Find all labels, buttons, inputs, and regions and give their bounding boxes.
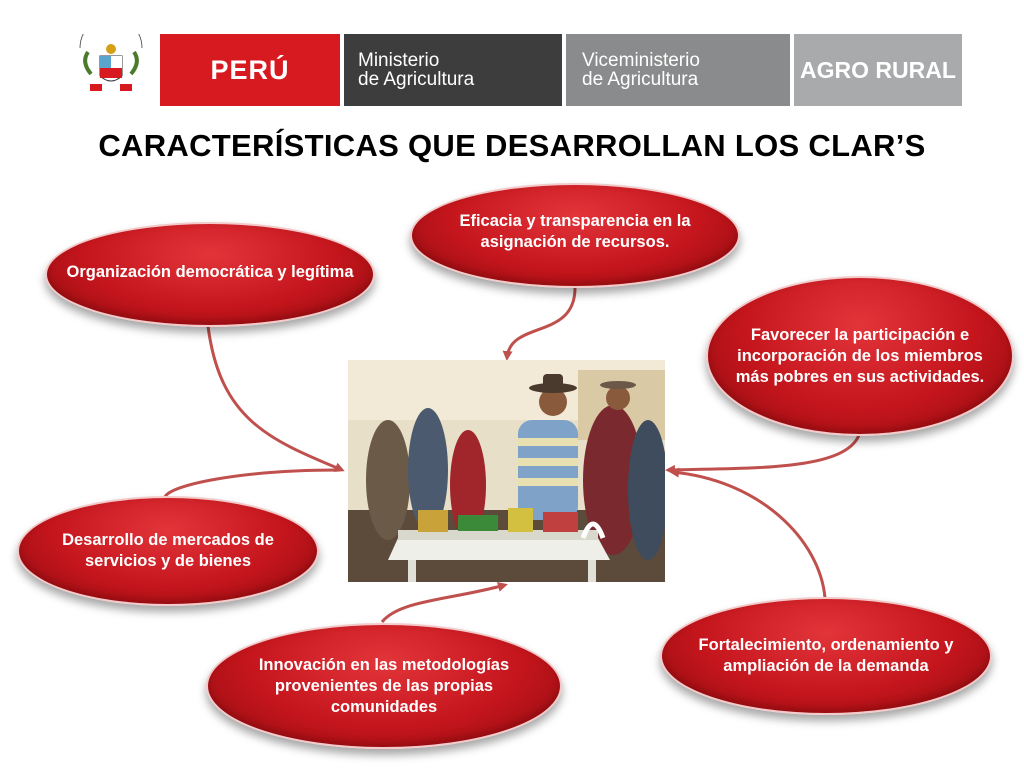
oval-fortalecimiento-text: Fortalecimiento, ordenamiento y ampliación de la demanda [698,636,954,675]
connector-bottom [382,585,505,622]
oval-eficacia [410,183,740,288]
oval-organizacion-text: Organización democrática y legítima [66,263,354,281]
oval-favorecer-text: Favorecer la participación e incorporación de los miembros más pobres en sus actividades. [735,325,985,386]
ministerio-line-2: de Agricultura [358,69,475,90]
page-title: CARACTERÍSTICAS QUE DESARROLLAN LOS CLAR’S [98,128,926,163]
connector-right [668,432,860,470]
agro-rural-label: AGRO RURAL [794,34,962,106]
oval-desarrollo-text: Desarrollo de mercados de servicios y de bienes [62,531,274,570]
oval-innovacion [206,623,562,749]
ministerio-line-1: Ministerio [358,50,440,71]
oval-eficacia-text: Eficacia y transparencia en la asignación de recursos. [459,212,691,251]
vice-line-1: Viceministerio [582,50,700,71]
connector-top [507,288,575,358]
connector-middle-left [165,470,340,497]
vice-line-2: de Agricultura [582,69,699,90]
peru-label: PERÚ [160,34,340,106]
oval-fortalecimiento [660,597,992,715]
oval-innovacion-text: Innovación en las metodologías provenientes de las propias comunidades [258,655,510,716]
oval-desarrollo [17,496,319,606]
community-photo [348,360,665,582]
oval-favorecer [706,276,1014,436]
connector-lower-right [672,472,825,598]
connector-upper-left [208,326,342,470]
oval-organizacion [45,222,375,327]
